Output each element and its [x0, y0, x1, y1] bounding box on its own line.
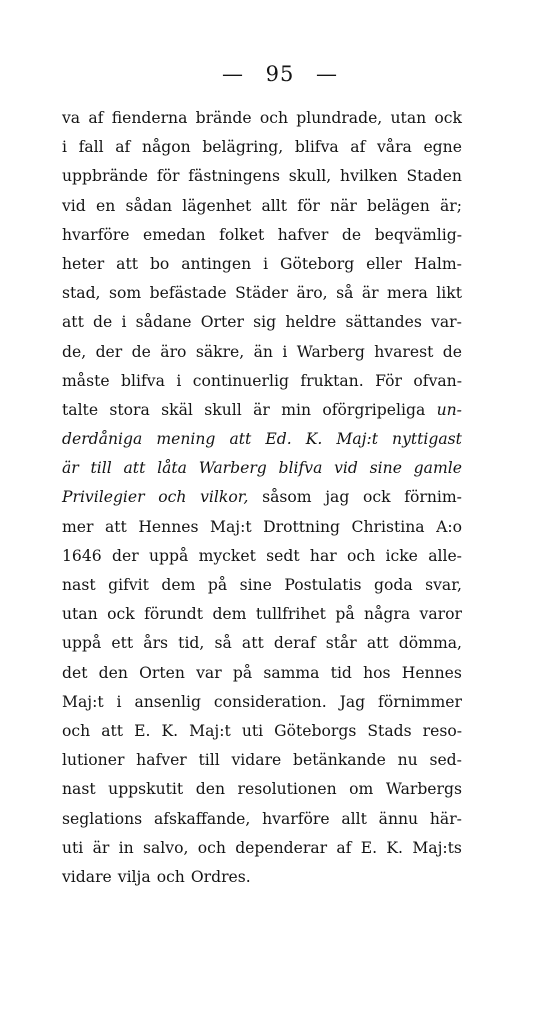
text-line [62, 104, 462, 133]
word: dem [212, 605, 247, 624]
word: Maj:t [62, 692, 104, 711]
word: Halm- [413, 254, 462, 273]
word: att [123, 459, 146, 478]
word: så [336, 284, 354, 303]
text-line [62, 571, 462, 600]
word: dependerar [235, 838, 328, 857]
word: ock [434, 109, 462, 127]
word: de [131, 342, 151, 361]
word: derdåniga [62, 430, 143, 449]
word: gifvit [108, 576, 149, 594]
word: de [341, 225, 362, 244]
word: deraf [273, 634, 316, 653]
word: samma [263, 663, 320, 682]
word: och [158, 488, 187, 507]
word: skull, [288, 167, 332, 186]
word: ofvan- [413, 371, 462, 390]
word: en [95, 196, 116, 215]
word: är [62, 459, 79, 478]
word: att [366, 634, 389, 653]
word: belägen [367, 196, 430, 215]
text-line [62, 250, 462, 279]
word: uppå [148, 546, 189, 565]
word: consideration. [213, 692, 327, 711]
word: beqvämlig- [374, 225, 462, 244]
word: hafver [136, 751, 187, 770]
word: nu [397, 751, 418, 770]
word: Christina [351, 517, 425, 536]
word: sine [369, 459, 402, 478]
word: i [62, 138, 67, 157]
word: de [442, 342, 462, 361]
word: Orter [200, 313, 244, 332]
word: i [121, 313, 127, 332]
word: de [93, 313, 113, 332]
word: har [309, 546, 337, 565]
text-line [62, 454, 462, 483]
word: belägring, [202, 138, 284, 157]
word: och [62, 721, 91, 740]
text-line [62, 717, 462, 746]
text-line [62, 425, 462, 454]
word: sådane [135, 313, 192, 332]
word: års [143, 634, 169, 653]
word: skäl [161, 400, 193, 419]
word: skull [204, 400, 242, 419]
word: Göteborg [280, 254, 355, 273]
word: så [214, 634, 232, 653]
word: befästade [149, 284, 227, 303]
word: continuerlig [192, 371, 289, 390]
word: blifva [278, 459, 323, 478]
text-line [62, 600, 462, 629]
word: K. [161, 721, 179, 740]
word: betänkande [293, 751, 386, 770]
word: der [111, 546, 139, 565]
word: K. [305, 430, 323, 449]
word: ock [363, 488, 391, 507]
word: va [62, 109, 81, 127]
word: ännu [378, 809, 419, 828]
word: likt [436, 284, 462, 303]
page-number: 95 [265, 62, 295, 86]
word: Göteborgs [274, 721, 357, 740]
word: blifva [121, 371, 165, 390]
word: Städer [235, 284, 289, 303]
word: der [95, 342, 123, 361]
word: goda [373, 576, 413, 594]
word: på [335, 605, 355, 624]
word: uppbrände [62, 167, 148, 186]
word: Maj:ts [412, 838, 462, 857]
word: i [263, 254, 269, 273]
word: förundt [144, 605, 204, 624]
word: hvarföre [62, 225, 130, 244]
word: sedt [266, 546, 300, 565]
word: äro [160, 342, 187, 361]
word: när [330, 196, 357, 215]
word: afskaffande, [153, 809, 251, 828]
text-line [62, 775, 462, 804]
word: svar, [425, 576, 462, 594]
word: Maj:t [189, 721, 231, 740]
word: är [361, 284, 379, 303]
text-line [62, 629, 462, 658]
word: Ed. [265, 430, 292, 449]
word: några [364, 605, 411, 624]
word: Warberg [198, 459, 267, 478]
text-line [62, 746, 462, 775]
word: talte [62, 400, 99, 419]
word: ett [111, 634, 134, 653]
word: att [101, 721, 124, 740]
word: nyttigast [392, 430, 462, 449]
word: att [116, 254, 139, 273]
text-line [62, 308, 462, 337]
word: uti [62, 838, 84, 857]
word: Drottning [263, 517, 341, 536]
word: på [232, 663, 253, 682]
word: för [297, 196, 320, 215]
word: salvo, [142, 838, 189, 857]
word: förnim- [404, 488, 462, 507]
word: Ordres. [190, 867, 251, 886]
word: det [62, 663, 88, 682]
word: än [253, 342, 273, 361]
word: eller [366, 254, 403, 273]
word: uppå [62, 634, 102, 653]
word: mera [387, 284, 428, 303]
word: att [104, 517, 127, 536]
text-line [62, 338, 462, 367]
word: att [229, 430, 252, 449]
word: gamle [413, 459, 462, 478]
word: dem [161, 576, 196, 594]
word: resolutionen [237, 780, 337, 799]
word: allt [341, 809, 367, 828]
text-line [62, 483, 462, 512]
word: blifva [294, 138, 339, 157]
word: alle- [428, 546, 462, 565]
text-line [62, 162, 462, 191]
word: folket [219, 225, 265, 244]
text-line [62, 688, 462, 717]
word: brände [195, 109, 252, 127]
word: sådan [125, 196, 173, 215]
word: reso- [422, 721, 462, 740]
word: fall [78, 138, 104, 157]
word: dömma, [398, 634, 462, 653]
word: var- [431, 313, 462, 332]
text-line [62, 659, 462, 688]
word: fienderna [111, 109, 188, 127]
word: allt [261, 196, 288, 215]
word: plundrade, [296, 109, 383, 127]
word: vilja [117, 867, 151, 886]
word: jag [325, 488, 350, 507]
word: äro, [296, 284, 328, 303]
word: i [116, 692, 122, 711]
word: sed- [429, 751, 462, 770]
word: sig [253, 313, 277, 332]
text-line [62, 279, 462, 308]
word: Postulatis [284, 576, 362, 594]
word: heter [62, 254, 105, 273]
word: om [349, 780, 374, 799]
word: våra [376, 138, 412, 157]
body-text [62, 104, 462, 892]
word: och [347, 546, 376, 565]
word: att [241, 634, 264, 653]
word: den [195, 780, 225, 799]
word: af [350, 138, 366, 157]
text-line [62, 133, 462, 162]
word: till [198, 751, 220, 770]
word: ock [107, 605, 135, 624]
word: Jag [339, 692, 366, 711]
word: sättandes [345, 313, 422, 332]
word: stora [109, 400, 150, 419]
word: Orten [139, 663, 185, 682]
word: tid, [178, 634, 205, 653]
text-line [62, 542, 462, 571]
word: är [253, 400, 270, 419]
word: egne [423, 138, 462, 157]
word: lägenhet [182, 196, 252, 215]
text-line [62, 367, 462, 396]
word: uti [241, 721, 264, 740]
word: lutioner [62, 751, 125, 770]
word: K. [386, 838, 404, 857]
word: Warberg [296, 342, 365, 361]
word: E. [360, 838, 378, 857]
word: att [62, 313, 84, 332]
word: Privilegier [62, 488, 145, 507]
text-line [62, 805, 462, 834]
word: tid [330, 663, 352, 682]
word: och [197, 838, 226, 857]
word: mycket [198, 546, 256, 565]
word: i [282, 342, 288, 361]
word: fästningens [188, 167, 280, 186]
word: För [375, 371, 402, 390]
word: utan [62, 605, 98, 624]
word: den [98, 663, 128, 682]
word: vid [62, 196, 86, 215]
word: in [118, 838, 134, 857]
word: här- [429, 809, 462, 828]
word: bo [149, 254, 170, 273]
word: de, [62, 342, 87, 361]
word: såsom [262, 488, 312, 507]
word: tullfrihet [255, 605, 326, 624]
text-line [62, 834, 462, 863]
word: till [90, 459, 112, 478]
word: förnimmer [378, 692, 462, 711]
word: utan [390, 109, 427, 127]
header-dash-left: — [221, 62, 244, 86]
word: hafver [277, 225, 329, 244]
word: antingen [181, 254, 252, 273]
word: är; [439, 196, 462, 215]
word: sine [239, 576, 272, 594]
text-line [62, 863, 462, 892]
word: i [176, 371, 182, 390]
word: un- [436, 400, 462, 419]
page-header [0, 62, 560, 86]
word: af [88, 109, 104, 127]
word: mer [62, 517, 94, 536]
word: Stads [367, 721, 412, 740]
word: stad, [62, 284, 101, 303]
word: varor [419, 605, 462, 624]
word: E. [134, 721, 151, 740]
word: nast [62, 576, 96, 594]
word: mening [156, 430, 216, 449]
word: Maj:t [336, 430, 378, 449]
word: vidare [62, 867, 112, 886]
word: Hennes [401, 663, 462, 682]
word: 1646 [62, 546, 102, 565]
word: Maj:t [209, 517, 252, 536]
word: hvarföre [262, 809, 330, 828]
word: seglations [62, 809, 143, 828]
word: vid [334, 459, 358, 478]
word: Warbergs [385, 780, 462, 799]
word: emedan [143, 225, 206, 244]
word: ansenlig [134, 692, 202, 711]
word: af [115, 138, 131, 157]
word: för [156, 167, 180, 186]
word: vilkor, [200, 488, 249, 507]
text-line [62, 513, 462, 542]
word: min [281, 400, 312, 419]
word: säkre, [195, 342, 245, 361]
word: var [196, 663, 222, 682]
word: låta [157, 459, 187, 478]
word: på [207, 576, 228, 594]
word: måste [62, 371, 110, 390]
word: och [259, 109, 289, 127]
word: och [156, 867, 185, 886]
word: är [92, 838, 110, 857]
word: vidare [231, 751, 282, 770]
word: A:o [436, 517, 462, 536]
word: oförgripeliga [322, 400, 426, 419]
word: nast [62, 780, 96, 799]
header-dash-right: — [316, 62, 339, 86]
word: hvilken [340, 167, 398, 186]
word: icke [385, 546, 418, 565]
word: hvarest [374, 342, 434, 361]
word: hos [363, 663, 391, 682]
text-line [62, 396, 462, 425]
text-line [62, 192, 462, 221]
word: heldre [285, 313, 337, 332]
word: fruktan. [300, 371, 364, 390]
word: Hennes [138, 517, 199, 536]
word: står [325, 634, 357, 653]
word: som [108, 284, 142, 303]
word: någon [141, 138, 191, 157]
word: uppskutit [108, 780, 184, 799]
text-line [62, 221, 462, 250]
word: af [336, 838, 352, 857]
word: Staden [406, 167, 462, 186]
